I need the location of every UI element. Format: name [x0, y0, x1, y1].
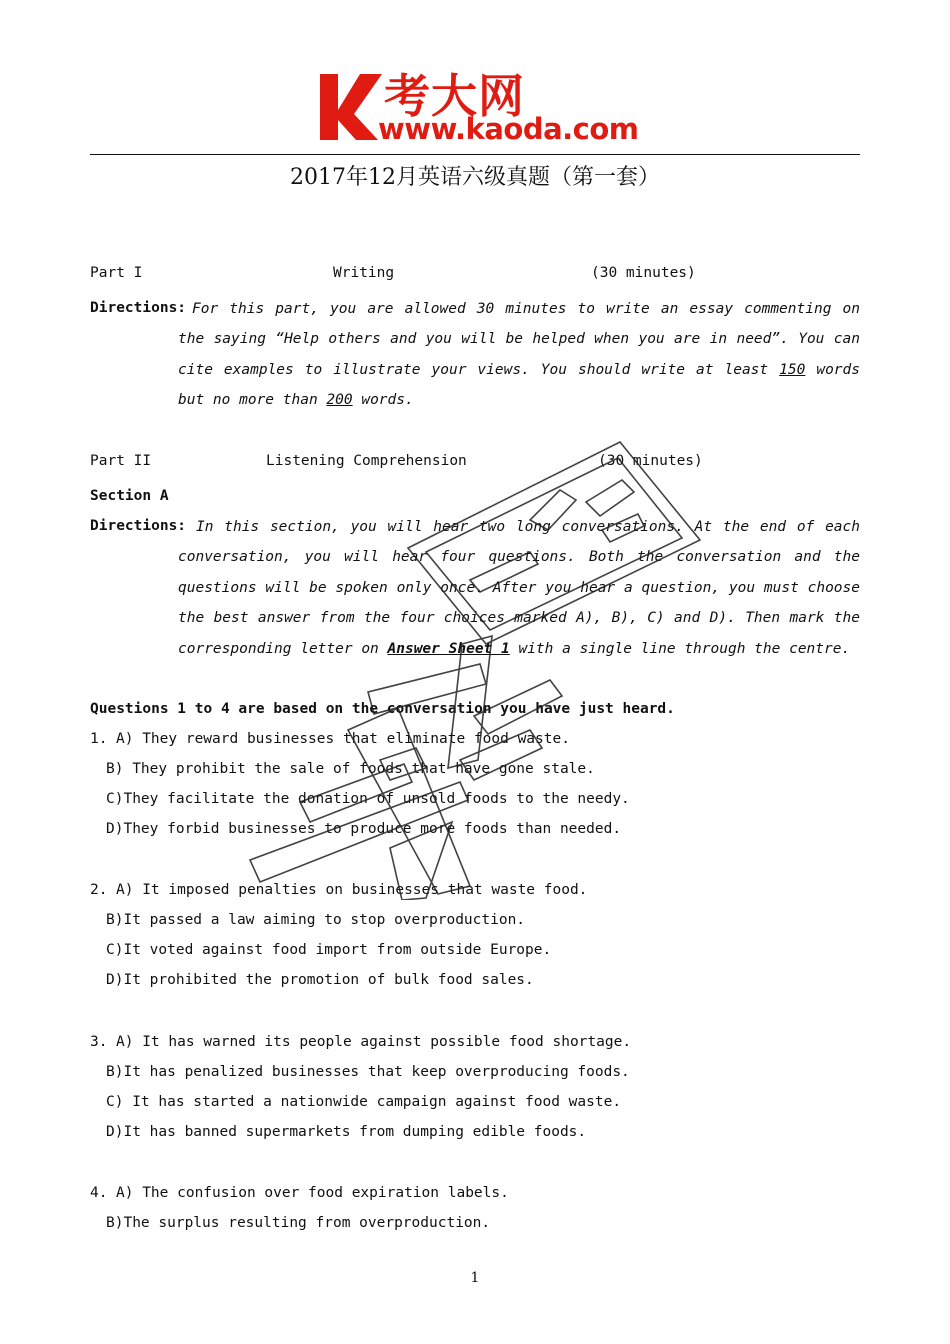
part2-directions-text-b: with a single line through the centre.: [509, 640, 851, 657]
part2-time: (30 minutes): [598, 453, 703, 469]
page-title: 2017年12月英语六级真题（第一套）: [290, 165, 660, 190]
kaoda-logo-k-icon: [316, 70, 386, 142]
part1-name: Writing: [333, 265, 395, 281]
question-3-option-d: D)It has banned supermarkets from dumping edible foods.: [106, 1124, 587, 1140]
logo-url-text: www.kaoda.com: [378, 112, 639, 146]
header-rule: [90, 154, 860, 155]
question-4-option-a: A) The confusion over food expiration labels.: [116, 1185, 509, 1201]
part1-directions-text-c: words.: [352, 392, 414, 409]
question-1-option-a: A) They reward businesses that eliminate food waste.: [116, 731, 570, 747]
question-3-number: 3.: [90, 1034, 108, 1050]
part1-min-words: 150: [779, 361, 806, 378]
part2-directions-label: Directions:: [90, 518, 187, 534]
part1-directions-text-b: words but no more than: [178, 361, 860, 409]
page-number: 1: [470, 1270, 480, 1286]
question-2-option-b: B)It passed a law aiming to stop overproduction.: [106, 912, 526, 928]
part1-time: (30 minutes): [591, 265, 696, 281]
question-4-option-b: B)The surplus resulting from overproduction.: [106, 1215, 491, 1231]
question-1-option-c: C)They facilitate the donation of unsold foods to the needy.: [106, 791, 630, 807]
answer-sheet-name: Answer Sheet 1: [387, 640, 510, 657]
part1-max-words: 200: [326, 392, 353, 409]
question-1-option-b: B) They prohibit the sale of foods that have gone stale.: [106, 761, 595, 777]
question-3-option-a: A) It has warned its people against possible food shortage.: [116, 1034, 632, 1050]
question-3-option-c: C) It has started a nationwide campaign against food waste.: [106, 1094, 622, 1110]
part1-directions-label: Directions:: [90, 300, 187, 316]
question-2-number: 2.: [90, 882, 108, 898]
question-2-option-d: D)It prohibited the promotion of bulk food sales.: [106, 972, 534, 988]
question-1-option-d: D)They forbid businesses to produce more foods than needed.: [106, 821, 622, 837]
part1-directions-text-a: For this part, you are allowed 30 minutes to write an essay commenting on the saying “Help others and you will be helped when you are in need”. You can cite examples to illustrate your views. You should write at least: [178, 301, 860, 378]
part2-directions: [178, 512, 860, 664]
part1-label: Part I: [90, 265, 143, 281]
part2-name: Listening Comprehension: [266, 453, 467, 469]
question-3-option-b: B)It has penalized businesses that keep overproducing foods.: [106, 1064, 630, 1080]
part2-label: Part II: [90, 453, 152, 469]
question-2-option-c: C)It voted against food import from outside Europe.: [106, 942, 552, 958]
part2-directions-text-a: In this section, you will hear two long conversations. At the end of each conversation, you will hear four questions. Both the conversation and the questions will be spoken only once. After you hear a question, you must choose the best answer from the four choices marked A), B), C) and D). Then mark the corresponding letter on: [178, 519, 860, 657]
question-4-number: 4.: [90, 1185, 108, 1201]
question-1-number: 1.: [90, 731, 108, 747]
questions-header: Questions 1 to 4 are based on the conversation you have just heard.: [90, 701, 675, 717]
question-2-option-a: A) It imposed penalties on businesses that waste food.: [116, 882, 588, 898]
section-a-label: Section A: [90, 488, 169, 504]
part1-directions: [178, 294, 860, 416]
logo-brand-text: 考大网: [384, 69, 525, 123]
